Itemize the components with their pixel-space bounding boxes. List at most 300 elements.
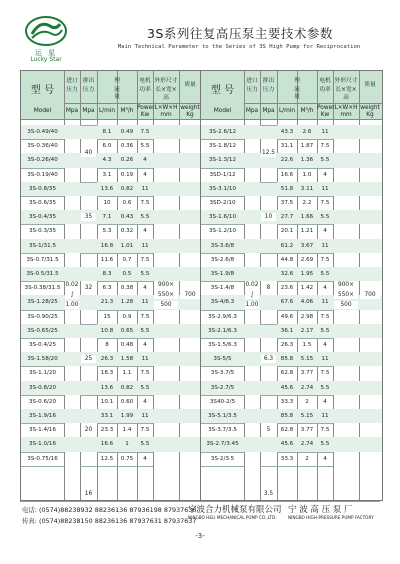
power-cell: 4 <box>323 455 327 462</box>
model-cell: 3S-1.9/16 <box>28 413 57 419</box>
m3h-cell: 0.36 <box>120 143 134 150</box>
row-divider <box>201 466 244 467</box>
flow-cell: 6.3 <box>102 285 112 292</box>
row-divider <box>21 466 64 467</box>
model-cell: 3S-1.5/6.3 <box>208 342 237 348</box>
flow-cell: 43.3 <box>280 129 294 135</box>
m3h-cell: 2 <box>305 398 309 405</box>
header-m3h-unit: M³/h <box>120 108 134 114</box>
footer-divider <box>20 501 380 502</box>
inlet-pressure-range: ∫ <box>245 291 259 299</box>
model-cell: 3SD-2/10 <box>209 200 236 206</box>
m3h-cell: 3.77 <box>300 427 314 434</box>
flow-cell: 10.8 <box>100 327 114 334</box>
model-cell: 3S-1/31.5 <box>28 242 57 249</box>
m3h-cell: 1.28 <box>120 299 134 306</box>
flow-cell: 16.6 <box>100 441 114 448</box>
header-dims-cn-2: 长×宽×高 <box>335 87 357 101</box>
m3h-cell: 2.69 <box>300 256 314 263</box>
outlet-pressure-value: 12.5 <box>262 150 275 157</box>
model-cell: 3S-1.0/16 <box>28 441 57 448</box>
model-cell: 3S-1.28/25 <box>27 299 58 306</box>
model-cell: 3S-1.1/20 <box>28 370 57 377</box>
table-row <box>201 352 382 366</box>
table-row <box>201 196 382 210</box>
power-cell: 7.5 <box>140 200 150 206</box>
header-theory-cn: 理 <box>294 78 300 84</box>
table-row <box>21 224 201 238</box>
table-row <box>21 409 201 423</box>
table-row <box>21 366 201 380</box>
power-cell: 7.5 <box>140 313 150 320</box>
table-row <box>201 267 382 281</box>
flow-cell: 3.1 <box>102 171 112 178</box>
model-cell: 3S-0.75/16 <box>27 455 58 462</box>
model-cell: 3S-1.58/20 <box>27 356 58 363</box>
m3h-cell: 2.6 <box>302 129 312 135</box>
inlet-pressure-max: 1.00 <box>65 302 79 309</box>
flow-cell: 8 <box>105 342 109 348</box>
m3h-cell: 1.4 <box>122 427 132 434</box>
table-row <box>201 125 382 139</box>
m3h-cell: 0.19 <box>120 171 134 178</box>
m3h-cell: 0.48 <box>120 342 134 348</box>
dimension-width: 550× <box>154 291 178 299</box>
flow-cell: 8.3 <box>102 271 112 277</box>
header-mass-cn: 质量 <box>184 82 196 88</box>
power-cell: 5.5 <box>320 327 330 334</box>
group-divider <box>260 324 277 325</box>
m3h-cell: 1.5 <box>302 342 312 348</box>
m3h-cell: 1.99 <box>120 413 134 419</box>
m3h-cell: 0.26 <box>120 157 134 164</box>
table-row <box>21 381 201 395</box>
page-number: -3- <box>195 532 205 540</box>
header-motor-cn: 电机 <box>319 78 331 84</box>
model-cell: 3S-2/3.5 <box>210 455 235 462</box>
footer-company-heli-en: NINGBO HELI MECHANICAL PUMP CO.,LTD. <box>188 515 277 520</box>
m3h-cell: 1.87 <box>300 143 314 150</box>
flow-cell: 51.8 <box>280 185 294 192</box>
model-cell: 3S-3.1/10 <box>208 185 237 192</box>
model-cell: 3S-0.19/40 <box>27 171 58 178</box>
m3h-cell: 2.98 <box>300 313 314 320</box>
outlet-pressure-value: 8 <box>261 284 276 292</box>
model-cell: 3S-1.9/8 <box>210 271 235 277</box>
model-cell: 3S-0.38/31.5 <box>24 285 61 292</box>
weight-value: 700 <box>360 291 380 299</box>
header-power-unit: Kw <box>320 112 330 118</box>
model-cell: 3S-5.1/3.5 <box>208 413 237 419</box>
header-weight-en: weight <box>360 105 380 111</box>
model-cell: 3S-2.1/6.3 <box>208 327 237 334</box>
header-inlet-cn-2: 压力 <box>66 87 78 93</box>
m3h-cell: 0.82 <box>120 384 134 391</box>
group-divider <box>80 395 97 396</box>
m3h-cell: 0.49 <box>120 129 134 135</box>
flow-cell: 26.3 <box>280 342 294 348</box>
outlet-pressure-value: 10 <box>261 213 276 221</box>
header-model-en: Model <box>213 108 232 114</box>
footer-company-factory: 宁 波 高 压 泵 厂 <box>288 505 353 515</box>
group-divider <box>80 182 97 183</box>
flow-cell: 8.1 <box>102 129 112 135</box>
flow-cell: 37.5 <box>280 200 294 206</box>
header-outlet-unit: Mpa <box>262 108 275 114</box>
model-cell: 3S-0.8/20 <box>28 384 57 391</box>
flow-cell: 33.1 <box>100 413 114 419</box>
header-dims-unit: mm <box>340 112 352 118</box>
flow-cell: 7.1 <box>102 214 112 221</box>
outlet-pressure-value: 35 <box>81 213 96 221</box>
header-flow-cn: 流 <box>114 87 120 93</box>
m3h-cell: 0.5 <box>122 271 132 277</box>
m3h-cell: 3.11 <box>300 185 314 192</box>
model-cell: 3S-0.65/25 <box>27 327 58 334</box>
flow-cell: 31.1 <box>280 143 294 150</box>
dimension-height: 500 <box>334 301 358 309</box>
power-cell: 4 <box>143 285 147 292</box>
m3h-cell: 0.38 <box>120 285 134 292</box>
m3h-cell: 0.60 <box>120 398 134 405</box>
m3h-cell: 3.77 <box>300 370 314 377</box>
model-cell: 3SD-1/12 <box>209 171 236 178</box>
table-row <box>21 210 201 224</box>
table-row <box>21 239 201 253</box>
m3h-cell: 1.66 <box>300 214 314 221</box>
flow-cell: 20.1 <box>280 228 294 235</box>
m3h-cell: 0.75 <box>120 455 134 462</box>
m3h-cell: 1.58 <box>120 356 134 363</box>
outlet-pressure-value: 3.5 <box>261 490 276 498</box>
m3h-cell: 2.2 <box>302 200 312 206</box>
power-cell: 4 <box>323 398 327 405</box>
table-row <box>201 253 382 267</box>
logo-english-name: Lucky Star <box>30 56 62 63</box>
table-row <box>21 437 201 451</box>
power-cell: 7.5 <box>320 370 330 377</box>
table-row <box>201 437 382 451</box>
m3h-cell: 2.74 <box>300 384 314 391</box>
model-cell: 3S-2.7/3.45 <box>206 441 239 448</box>
table-row <box>201 395 382 409</box>
header-dims-en: L×W×H <box>154 105 178 111</box>
table-row <box>21 253 201 267</box>
power-cell: 5.5 <box>140 214 150 221</box>
header-flow-cn: 流 <box>294 87 300 93</box>
power-cell: 7.5 <box>320 427 330 434</box>
flow-cell: 33.3 <box>280 455 294 462</box>
model-cell: 3S-1.3/12 <box>208 157 237 164</box>
row-divider <box>97 466 153 467</box>
page-subtitle: Main Technical Parameter to the Series of 3S High Pump for Reciprocation <box>117 44 361 50</box>
model-cell: 3S-1.4/16 <box>28 427 57 434</box>
table-row <box>21 153 201 167</box>
model-cell: 3S-1.2/10 <box>208 228 237 235</box>
power-cell: 5.5 <box>140 327 150 334</box>
model-cell: 3S-3.6/8 <box>210 242 235 249</box>
footer-company-factory-en: NINGBO HIGH-PRESSURE PUMP FACTORY <box>288 515 374 520</box>
power-cell: 11 <box>321 356 329 363</box>
m3h-cell: 2.74 <box>300 441 314 448</box>
header-dims-en: L×W×H <box>334 105 358 111</box>
group-divider <box>260 182 277 183</box>
model-cell: 3S-1.8/12 <box>208 143 237 150</box>
power-cell: 4 <box>143 171 147 178</box>
group-divider <box>80 324 97 325</box>
model-cell: 3S-0.3/35 <box>28 228 57 235</box>
m3h-cell: 5.15 <box>300 356 314 363</box>
header-outlet-unit: Mpa <box>82 108 95 114</box>
model-cell: 3S-0.5/31.5 <box>26 271 59 277</box>
flow-cell: 10 <box>103 200 111 206</box>
m3h-cell: 0.65 <box>120 327 134 334</box>
model-cell: 3S-1.4/8 <box>210 285 235 292</box>
model-cell: 3S-0.6/20 <box>28 398 57 405</box>
flow-cell: 21.3 <box>100 299 114 306</box>
m3h-cell: 2 <box>305 455 309 462</box>
table-row <box>21 423 201 437</box>
m3h-cell: 0.9 <box>122 313 132 320</box>
header-weight-unit: Kg <box>366 112 374 118</box>
flow-cell: 16.8 <box>100 242 114 249</box>
header-weight-en: weight <box>180 105 200 111</box>
m3h-cell: 5.15 <box>300 413 314 419</box>
model-cell: 3S-0.4/25 <box>28 342 57 348</box>
model-cell: 3S-0.36/40 <box>27 143 58 150</box>
power-cell: 11 <box>321 242 329 249</box>
power-cell: 4 <box>323 171 327 178</box>
table-row <box>201 452 382 466</box>
header-m3h-unit: M³/h <box>300 108 314 114</box>
inlet-pressure-min: 0.02 <box>245 282 259 289</box>
m3h-cell: 1.01 <box>120 242 134 249</box>
table-row <box>201 381 382 395</box>
model-cell: 3S-2.6/8 <box>210 256 235 263</box>
group-divider <box>260 125 277 126</box>
header-motor-cn-2: 功率 <box>319 87 331 93</box>
header-motor-cn: 电机 <box>139 78 151 84</box>
power-cell: 7.5 <box>140 256 150 263</box>
parameter-table-right <box>200 70 383 501</box>
power-cell: 7.5 <box>140 129 150 135</box>
m3h-cell: 1.21 <box>300 228 314 235</box>
table-row <box>21 196 201 210</box>
outlet-pressure-value: 40 <box>81 149 96 157</box>
model-cell: 3S-3.7/3.5 <box>208 427 237 434</box>
footer-company-heli: 宁波合力机械泵有限公司 <box>188 505 282 515</box>
inlet-pressure-range: ∫ <box>65 291 79 299</box>
power-cell: 4 <box>143 157 147 164</box>
power-cell: 7.5 <box>140 427 150 434</box>
power-cell: 4 <box>323 285 327 292</box>
m3h-cell: 1.95 <box>300 271 314 277</box>
table-row <box>21 182 201 196</box>
footer-telephone: 电话: (0574)88238932 88236136 87936198 87937636 <box>22 506 197 514</box>
dimension-width: 550× <box>334 291 358 299</box>
m3h-cell: 1.42 <box>300 285 314 292</box>
outlet-pressure-value: 16 <box>81 490 96 498</box>
table-row <box>201 182 382 196</box>
power-cell: 5.5 <box>140 441 150 448</box>
power-cell: 11 <box>141 356 149 363</box>
table-row <box>21 168 201 182</box>
power-cell: 4 <box>323 228 327 235</box>
power-cell: 11 <box>321 185 329 192</box>
flow-cell: 49.6 <box>280 313 294 320</box>
flow-cell: 62.8 <box>280 370 294 377</box>
model-cell: 3S-0.49/40 <box>27 129 58 135</box>
model-cell: 3S-0.26/40 <box>27 157 58 164</box>
header-outlet-cn-2: 压力 <box>262 87 275 93</box>
power-cell: 7.5 <box>320 256 330 263</box>
power-cell: 7.5 <box>320 143 330 150</box>
power-cell: 4 <box>143 342 147 348</box>
flow-cell: 33.3 <box>280 398 294 405</box>
header-model-cn: 型 号 <box>30 85 55 96</box>
m3h-cell: 0.7 <box>122 256 132 263</box>
model-cell: 3S-4/6.3 <box>210 299 235 306</box>
outlet-pressure-value: 25 <box>81 355 96 363</box>
inlet-pressure-min: 0.02 <box>65 282 79 289</box>
flow-cell: 27.7 <box>280 214 294 221</box>
power-cell: 11 <box>321 299 329 306</box>
model-cell: 3S-3.7/5 <box>210 370 235 377</box>
table-row <box>201 168 382 182</box>
flow-cell: 23.6 <box>280 285 294 292</box>
m3h-cell: 1.0 <box>302 171 312 178</box>
header-outlet-cn: 排出 <box>82 78 95 84</box>
table-row <box>21 395 201 409</box>
power-cell: 5.5 <box>140 143 150 150</box>
header-divider <box>201 119 382 120</box>
power-cell: 7.5 <box>320 200 330 206</box>
outlet-pressure-value: 6.3 <box>261 355 276 363</box>
power-cell: 5.5 <box>320 384 330 391</box>
header-power-en: Power <box>317 105 335 111</box>
header-outlet-cn-2: 压力 <box>82 87 95 93</box>
flow-cell: 13.6 <box>100 185 114 192</box>
power-cell: 11 <box>141 413 149 419</box>
lucky-star-logo-icon <box>24 14 68 48</box>
flow-cell: 10.1 <box>100 398 114 405</box>
outlet-pressure-value: 32 <box>81 284 96 292</box>
header-dims-unit: mm <box>160 112 172 118</box>
header-inlet-cn: 进口 <box>246 78 258 84</box>
dimension-height: 500 <box>154 301 178 309</box>
m3h-cell: 1 <box>125 441 129 448</box>
m3h-cell: 4.06 <box>300 299 314 306</box>
header-inlet-unit: Mpa <box>65 108 79 114</box>
table-row <box>201 239 382 253</box>
m3h-cell: 0.32 <box>120 228 134 235</box>
header-inlet-cn: 进口 <box>66 78 78 84</box>
header-flow-unit: L/min <box>98 108 116 114</box>
flow-cell: 23.3 <box>100 427 114 434</box>
header-model-cn: 型 号 <box>210 85 235 96</box>
table-row <box>201 210 382 224</box>
group-divider <box>80 466 97 467</box>
m3h-cell: 1.36 <box>300 157 314 164</box>
weight-value: 700 <box>180 291 200 299</box>
table-row <box>21 338 201 352</box>
group-divider <box>260 395 277 396</box>
page-title: 3S系列往复高压泵主要技术参数 <box>147 26 333 41</box>
header-theory-cn: 理 <box>114 78 120 84</box>
flow-cell: 12.5 <box>100 455 114 462</box>
header-motor-cn-2: 功率 <box>139 87 151 93</box>
flow-cell: 32.6 <box>280 271 294 277</box>
power-cell: 7.5 <box>320 313 330 320</box>
table-row <box>21 310 201 324</box>
table-row <box>201 324 382 338</box>
flow-cell: 45.6 <box>280 441 294 448</box>
table-row <box>201 366 382 380</box>
power-cell: 11 <box>141 185 149 192</box>
model-cell: 3S-2.9/6.3 <box>208 313 237 320</box>
power-cell: 5.5 <box>320 214 330 221</box>
model-cell: 3S-2.6/12 <box>208 129 237 135</box>
flow-cell: 61.2 <box>280 242 294 249</box>
flow-cell: 36.1 <box>280 327 294 334</box>
flow-cell: 16.6 <box>280 171 294 178</box>
flow-cell: 6.0 <box>102 143 112 150</box>
table-row <box>201 423 382 437</box>
power-cell: 5.5 <box>140 271 150 277</box>
table-row <box>21 139 201 153</box>
dimension-length: 900× <box>154 281 178 289</box>
header-flow-cn-2: 量 <box>294 94 300 100</box>
power-cell: 11 <box>321 129 329 135</box>
flow-cell: 85.8 <box>280 413 294 419</box>
flow-cell: 26.3 <box>100 356 114 363</box>
header-inlet-cn-2: 压力 <box>246 87 258 93</box>
group-divider <box>260 466 277 467</box>
model-cell: 3S-0.7/31.5 <box>26 256 59 263</box>
table-row <box>21 125 201 139</box>
power-cell: 4 <box>143 228 147 235</box>
header-dims-cn-2: 长×宽×高 <box>155 87 177 101</box>
model-cell: 3S-0.8/35 <box>28 185 57 192</box>
logo-chinese-name: 运 星 <box>34 49 58 57</box>
group-divider <box>260 253 277 254</box>
model-cell: 3S-0.90/25 <box>27 313 58 320</box>
table-row <box>201 338 382 352</box>
flow-cell: 4.3 <box>102 157 112 164</box>
header-inlet-unit: Mpa <box>245 108 259 114</box>
power-cell: 5.5 <box>320 441 330 448</box>
header-divider <box>21 119 201 120</box>
dimension-length: 900× <box>334 281 358 289</box>
flow-cell: 85.8 <box>280 356 294 363</box>
table-row <box>21 452 201 466</box>
header-power-en: Power <box>137 105 155 111</box>
model-cell: 3S40-2/5 <box>209 398 236 405</box>
flow-cell: 15 <box>103 313 111 320</box>
m3h-cell: 0.82 <box>120 185 134 192</box>
header-flow-unit: L/min <box>278 108 296 114</box>
flow-cell: 44.8 <box>280 256 294 263</box>
flow-cell: 62.8 <box>280 427 294 434</box>
m3h-cell: 0.6 <box>122 200 132 206</box>
parameter-table-left <box>20 70 202 501</box>
m3h-cell: 0.43 <box>120 214 134 221</box>
flow-cell: 5.3 <box>102 228 112 235</box>
header-dims-cn: 外形尺寸 <box>154 78 178 84</box>
row-divider <box>277 466 333 467</box>
table-row <box>201 153 382 167</box>
power-cell: 11 <box>141 242 149 249</box>
